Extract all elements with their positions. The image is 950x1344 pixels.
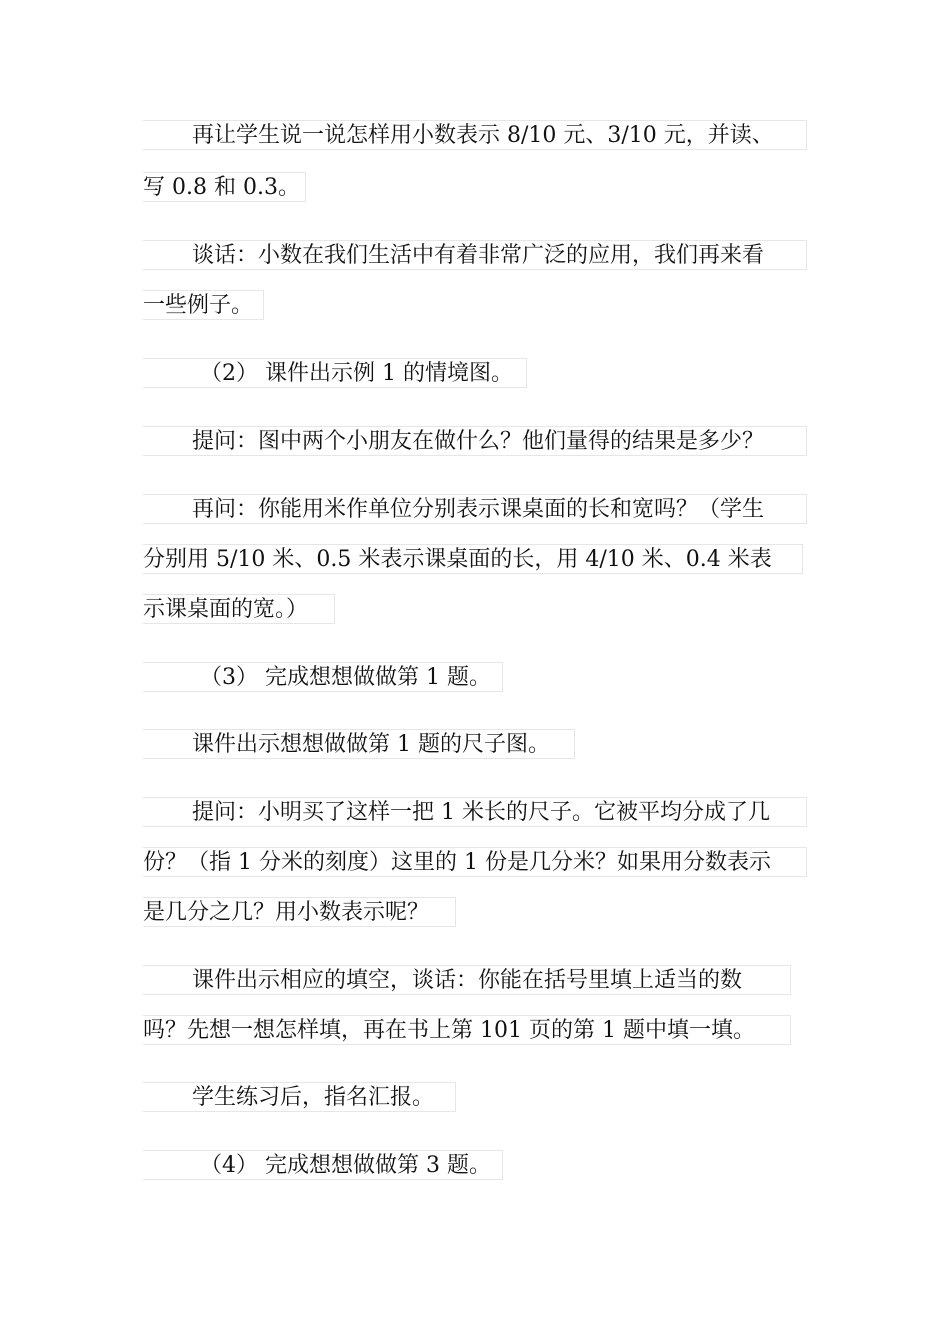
paragraph-5-line-2: 分别用 5/10 米、0.5 米表示课桌面的长，用 4/10 米、0.4 米表 xyxy=(143,544,803,574)
paragraph-3-heading: （2） 课件出示例 1 的情境图。 xyxy=(143,358,527,388)
paragraph-1-line-1: 再让学生说一说怎样用小数表示 8/10 元、3/10 元，并读、 xyxy=(143,120,807,150)
paragraph-8-line-3: 是几分之几？用小数表示呢？ xyxy=(143,897,456,927)
paragraph-11-heading: （4） 完成想想做做第 3 题。 xyxy=(143,1150,503,1180)
paragraph-4-line-1: 提问：图中两个小朋友在做什么？他们量得的结果是多少？ xyxy=(143,426,807,456)
paragraph-5-line-1: 再问：你能用米作单位分别表示课桌面的长和宽吗？（学生 xyxy=(143,494,807,524)
paragraph-2-line-2: 一些例子。 xyxy=(143,290,264,320)
paragraph-8-line-2: 份？（指 1 分米的刻度）这里的 1 份是几分米？如果用分数表示 xyxy=(143,847,807,877)
paragraph-9-line-1: 课件出示相应的填空，谈话：你能在括号里填上适当的数 xyxy=(143,965,791,995)
paragraph-7-line-1: 课件出示想想做做第 1 题的尺子图。 xyxy=(143,729,575,759)
paragraph-1-line-2: 写 0.8 和 0.3。 xyxy=(143,172,306,202)
paragraph-6-heading: （3） 完成想想做做第 1 题。 xyxy=(143,662,503,692)
paragraph-2-line-1: 谈话：小数在我们生活中有着非常广泛的应用，我们再来看 xyxy=(143,240,807,270)
paragraph-8-line-1: 提问：小明买了这样一把 1 米长的尺子。它被平均分成了几 xyxy=(143,797,807,827)
paragraph-5-line-3: 示课桌面的宽。） xyxy=(143,594,335,624)
paragraph-10-line-1: 学生练习后，指名汇报。 xyxy=(143,1082,456,1112)
paragraph-9-line-2: 吗？先想一想怎样填，再在书上第 101 页的第 1 题中填一填。 xyxy=(143,1015,791,1045)
